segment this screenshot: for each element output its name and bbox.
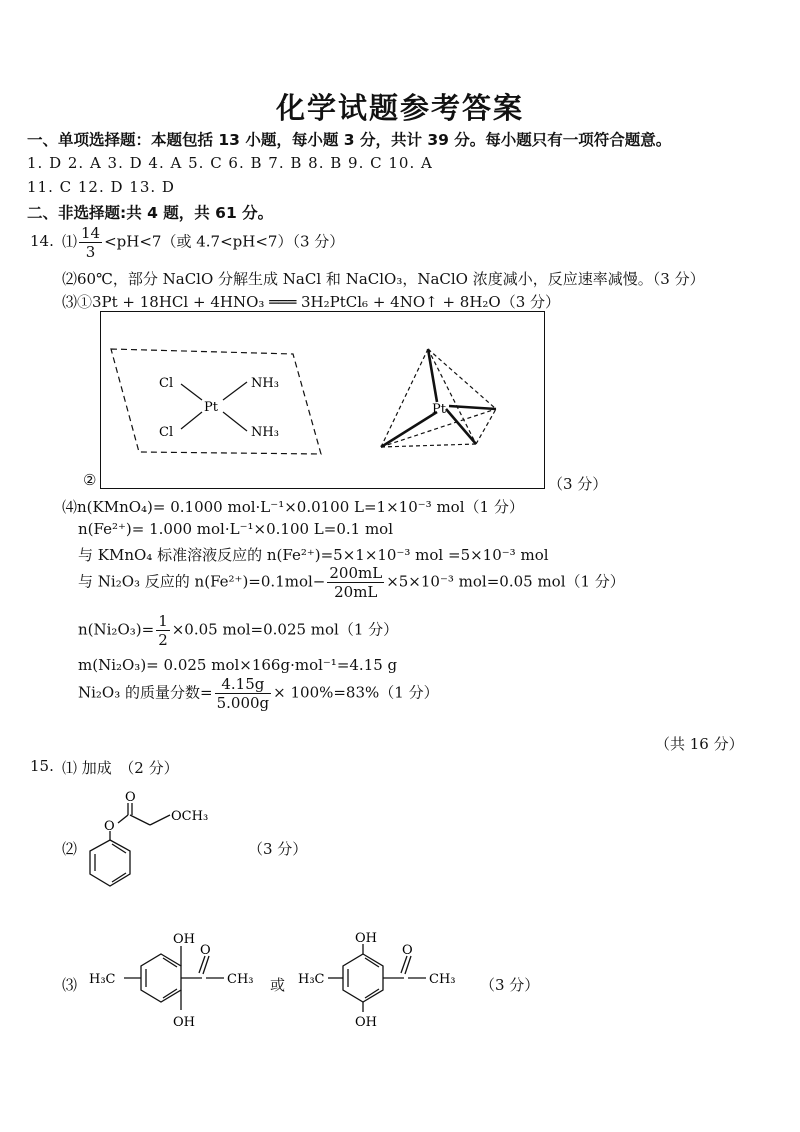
l7-post: × 100%=83%（1 分） [273,683,439,702]
q14-part2: ⑵60℃，部分 NaClO 分解生成 NaCl 和 NaClO₃，NaClO 浓度减小，反应速率减慢。（3 分） [62,270,705,288]
q15-structure-3a [86,926,276,1036]
l4-pre: 与 Ni₂O₃ 反应的 n(Fe²⁺)=0.1mol− [78,572,326,591]
q15-structure-3b [298,926,488,1036]
pt-structures-diagram [101,312,544,488]
q15-part2-score: （3 分） [248,840,308,858]
q15-part3-or: 或 [270,976,286,994]
q14-part3-1: ⑶①3Pt + 18HCl + 4HNO₃ ═══ 3H₂PtCl₆ + 4NO↑ + 8H₂O（3 分） [62,293,561,311]
q14-part4-line2: n(Fe²⁺)= 1.000 mol·L⁻¹×0.100 L=0.1 mol [78,520,393,538]
carbonyl-o-label-b: O [402,943,413,958]
frac-num: 1 [158,612,168,630]
l5-pre: n(Ni₂O₃)= [78,620,155,639]
frac-den: 3 [85,243,96,261]
answers-line-2: 11. C 12. D 13. D [27,178,175,196]
nh3-bottom-label: NH₃ [251,425,279,440]
ester-oxygen-label: O [104,819,115,834]
q14-p1-prefix: ⑴ [62,232,78,251]
carbonyl-o-label-a: O [200,943,211,958]
section2-heading: 二、非选择题:共 4 题，共 61 分。 [27,204,274,222]
l5-post: ×0.05 mol=0.025 mol（1 分） [171,620,399,639]
q15-part3-score: （3 分） [480,976,540,994]
fraction-1-2 [156,612,170,649]
fraction-200-20 [327,564,384,601]
cl-bottom-label: Cl [159,425,174,440]
oh-top-label-a: OH [173,932,195,947]
ch3-label-b: CH₃ [429,972,456,987]
frac-den: 20mL [334,583,378,601]
pt-right-label: Pt [432,402,446,417]
section1-heading: 一、单项选择题：本题包括 13 小题，每小题 3 分，共计 39 分。每小题只有一项符合题意。 [27,131,672,149]
frac-num: 4.15g [215,675,272,694]
frac-den: 5.000g [216,694,270,712]
frac-den: 2 [158,631,168,649]
q14-part4-line3: 与 KMnO₄ 标准溶液反应的 n(Fe²⁺)=5×1×10⁻³ mol =5×10⁻³ mol [78,546,549,564]
q15-part3-label: ⑶ [62,976,78,994]
q14-part4-line1: ⑷n(KMnO₄)= 0.1000 mol·L⁻¹×0.0100 L=1×10⁻³ mol（1 分） [62,498,524,516]
q14-number: 14. [30,232,54,250]
q14-total: （共 16 分） [655,735,744,753]
q15-structure-2 [70,785,230,910]
q15-part1: ⑴ 加成 （2 分） [62,759,179,777]
q14-part4-line7 [78,675,439,712]
q14-part4-line6: m(Ni₂O₃)= 0.025 mol×166g·mol⁻¹=4.15 g [78,656,398,674]
carbonyl-oxygen-label: O [125,790,136,805]
structure-box [100,311,545,489]
q14-part3-2-label: ② [83,471,97,489]
oh-bottom-label-a: OH [173,1015,195,1030]
h3c-label-b: H₃C [298,972,325,987]
frac-num: 200mL [329,564,383,582]
l7-pre: Ni₂O₃ 的质量分数= [78,683,213,702]
ch3-label-a: CH₃ [227,972,254,987]
och3-label: OCH₃ [171,809,209,824]
fraction-415-5000 [215,675,272,712]
cl-top-label: Cl [159,376,174,391]
q14-p1-rest: <pH<7（或 4.7<pH<7）（3 分） [104,232,345,251]
nh3-top-label: NH₃ [251,376,279,391]
pt-left-label: Pt [204,400,218,415]
q15-part2-label: ⑵ [62,840,78,858]
fraction-14-3 [79,224,102,261]
q15-number: 15. [30,757,54,775]
frac-num: 14 [81,224,101,242]
q14-part4-line5 [78,612,398,649]
l4-post: ×5×10⁻³ mol=0.05 mol（1 分） [386,572,625,591]
oh-top-label-b: OH [355,931,377,946]
page-title: 化学试题参考答案 [275,91,524,125]
q14-part3-2-score: （3 分） [548,475,608,493]
oh-bottom-label-b: OH [355,1015,377,1030]
h3c-label-a: H₃C [89,972,116,987]
answers-line-1: 1. D 2. A 3. D 4. A 5. C 6. B 7. B 8. B 9. C 10. A [27,154,433,172]
q14-part4-line4 [78,564,625,601]
tetrahedron [381,349,496,447]
q14-part1 [62,224,344,261]
